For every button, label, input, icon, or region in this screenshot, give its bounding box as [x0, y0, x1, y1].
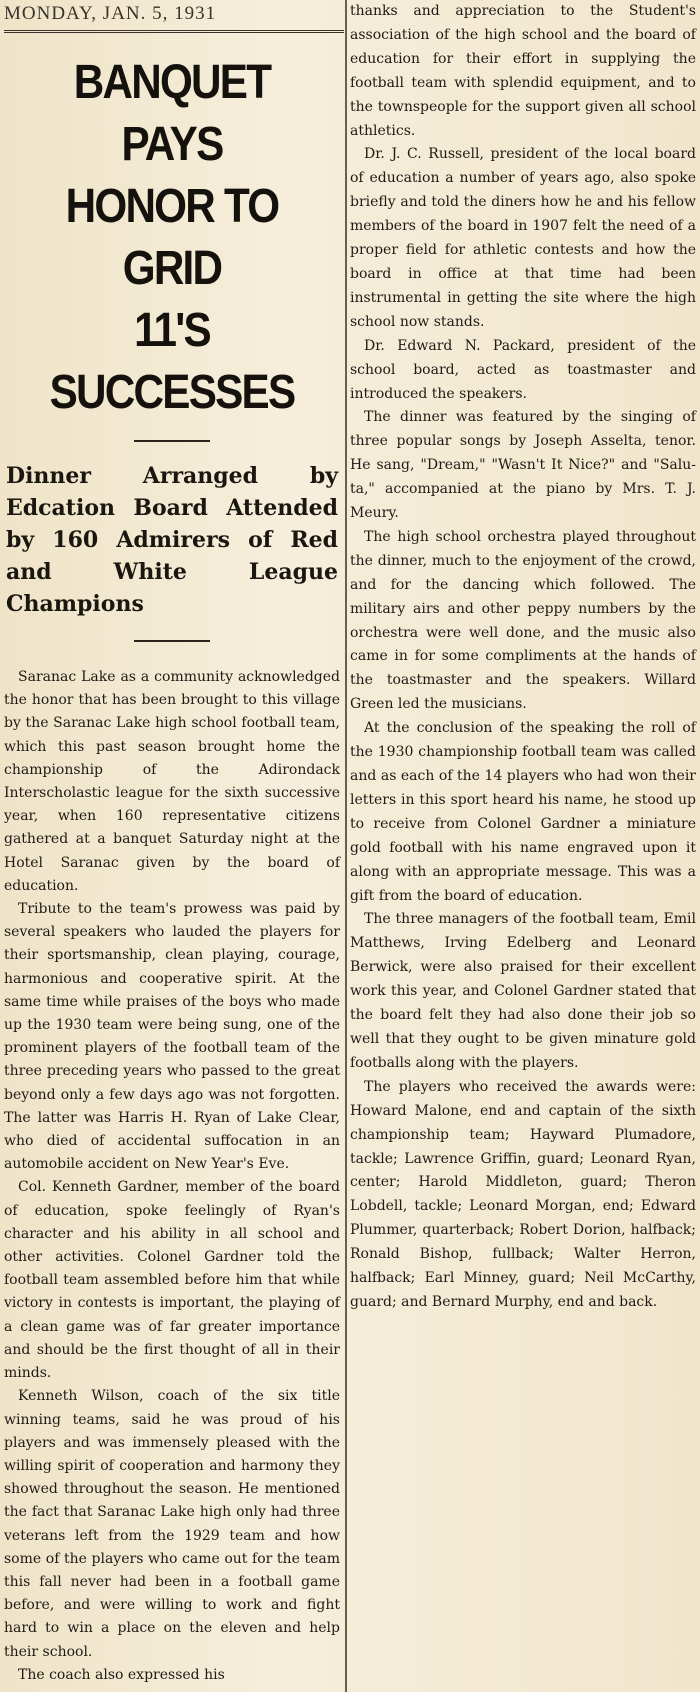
paragraph: The dinner was featured by the singing of three popular songs by Joseph Asselta, tenor. He sang, "Dream," "Wasn't It Nice?" and "Salu-ta," accompanied at the piano by Mrs. T. J. Meury.: [350, 409, 696, 522]
dateline: MONDAY, JAN. 5, 1931: [4, 0, 344, 33]
headline-divider: [134, 440, 210, 442]
headline-line: 11'S SUCCESSES: [49, 304, 295, 419]
article-body-left: [4, 666, 340, 1687]
subheadline-divider: [134, 640, 210, 642]
right-column: [350, 0, 696, 1315]
paragraph: Tribute to the team's prowess was paid by several speakers who lauded the players for their sportsmanship, clean playing, courage, harmonious and cooperative spirit. At the same time while praises of the boys who made up the 1930 team were being sung, one of the prominent players of the football team of the three preceding years who passed to the great beyond only a few days ago was not forgotten. The latter was Harris H. Ryan of Lake Clear, who died of accidental suffocation in an automobile accident on New Year's Eve.: [4, 901, 340, 1173]
left-column: [4, 36, 340, 1687]
paragraph: Kenneth Wilson, coach of the six title winning teams, said he was proud of his players and was immensely pleased with the willing spirit of cooperation and harmony they showed throughout the season. He mentioned the fact that Saranac Lake high only had three veterans left from the 1929 team and how some of the players who came out for the team this fall never had been in a football game before, and were willing to work and fight hard to win a place on the eleven and help their school.: [4, 1388, 340, 1660]
article-body-right: [350, 0, 696, 1315]
paragraph: The players who received the awards were: Howard Malone, end and captain of the sixth championship team; Hayward Plumadore, tackle; Lawrence Griffin, guard; Leonard Ryan, center; Harold Middleton, guard; Theron Lobdell, tackle; Leonard Morgan, end; Edward Plummer, quarterback; Robert Dorion, halfback; Ronald Bishop, fullback; Walter Herron, halfback; Earl Minney, guard; Neil McCarthy, guard; and Bernard Murphy, end and back.: [350, 1078, 696, 1310]
paragraph: Col. Kenneth Gardner, member of the board of education, spoke feelingly of Ryan's character and his ability in all school and other activities. Colonel Gardner told the football team assembled before him that while victory in contests is important, the playing of a clean game was of far greater importance and should be the first thought of all in their minds.: [4, 1179, 340, 1382]
paragraph: Saranac Lake as a community acknowledged the honor that has been brought to this village by the Saranac Lake high school football team, which this past season brought home the championship of the Adirondack Interscholastic league for the sixth successive year, when 160 representative citizens gathered at a banquet Saturday night at the Hotel Saranac given by the board of education.: [4, 669, 340, 894]
headline-line: BANQUET PAYS: [73, 56, 271, 171]
headline: [24, 52, 320, 424]
headline-line: HONOR TO GRID: [65, 180, 279, 295]
paragraph-continued: thanks and appreciation to the Student's association of the high school and the board of education for their effort in supplying the football team with splendid equipment, and to the townspeople for the support given all school athletics.: [350, 3, 696, 139]
paragraph: At the conclusion of the speaking the roll of the 1930 championship football team was called and as each of the 14 players who had won their letters in this sport heard his name, he stood up to receive from Colonel Gardner a miniature gold football with his name engraved upon it along with an appropriate message. This was a gift from the board of education.: [350, 720, 696, 904]
paragraph: Dr. J. C. Russell, president of the local board of education a number of years ago, also spoke briefly and told the diners how he and his fellow members of the board in 1907 felt the need of a proper field for athletic contests and how the board in office at that time had been instrumental in getting the site where the high school now stands.: [350, 146, 696, 330]
paragraph: Dr. Edward N. Packard, president of the school board, acted as toastmaster and introduced the speakers.: [350, 337, 696, 402]
subheadline: Dinner Arranged by Edcation Board Attended by 160 Admirers of Red and White League Champions: [6, 463, 338, 617]
paragraph: The high school orchestra played throughout the dinner, much to the enjoyment of the crowd, and for the dancing which followed. The military airs and other peppy numbers by the orchestra were well done, and the music also came in for some compliments at the hands of the toastmaster and the speakers. Willard Green led the musicians.: [350, 528, 696, 713]
column-rule: [345, 0, 347, 1692]
paragraph: The three managers of the football team, Emil Matthews, Irving Edelberg and Leonard Berwick, were also praised for their excellent work this year, and Colonel Gardner stated that the board felt they had also done their job so well that they ought to be given minature gold footballs along with the players.: [350, 911, 696, 1071]
paragraph: The coach also expressed his: [18, 1666, 225, 1683]
